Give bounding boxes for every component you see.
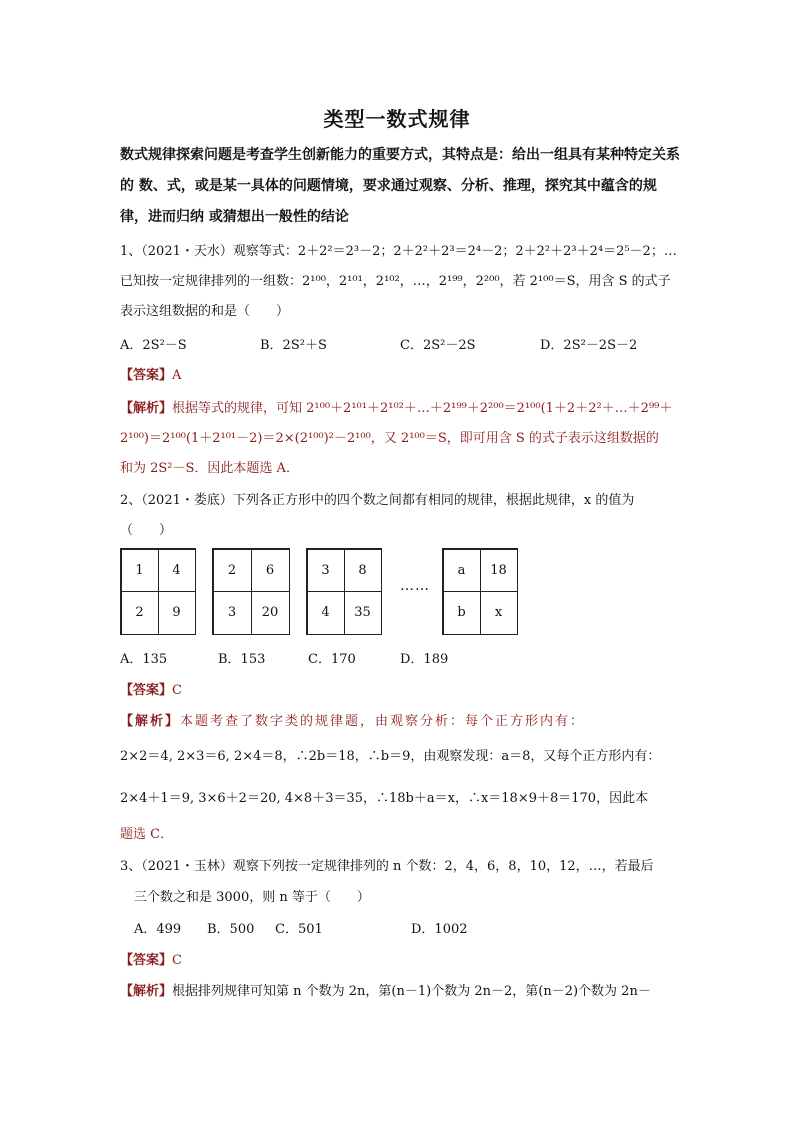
- q1-stem-line3: 表示这组数据的和是（ ）: [120, 304, 290, 319]
- square-4-cell: x: [480, 591, 518, 635]
- number-square-2: [212, 548, 290, 635]
- square-4-cell: b: [443, 591, 481, 635]
- q3-answer-tag: 【答案】: [120, 953, 173, 968]
- q1-answer: [120, 364, 181, 383]
- q2-analysis-text1: 本题考查了数字类的规律题，由观察分析：每个正方形内有：: [180, 714, 586, 729]
- ellipsis-dots: ……: [400, 578, 430, 594]
- number-square-4: [442, 548, 518, 635]
- q2-analysis-line1: [120, 710, 585, 729]
- q3-answer: [120, 949, 182, 968]
- page-title: 类型一数式规律: [323, 107, 471, 131]
- q1-stem-line1: 1、（2021・天水）观察等式：2＋2²＝2³－2；2＋2²＋2³＝2⁴－2；2＋2²＋2³＋2⁴＝2⁵－2；…: [120, 244, 677, 259]
- q2-option-d: D．189: [400, 652, 449, 667]
- q2-analysis-line2: 2×2＝4, 2×3＝6, 2×4＝8，∴2b＝18，∴b＝9，由观察发现：a＝8，又每个正方形内有：: [120, 749, 661, 764]
- q1-options: [120, 334, 637, 353]
- q1-analysis-tag: 【解析】: [120, 401, 173, 416]
- intro-paragraph: 数式规律探索问题是考查学生创新能力的重要方式，其特点是：给出一组具有某种特定关系的 数、式，或是某一具体的问题情境，要求通过观察、分析、推理，探究其中蕴含的规律，进而归纳 或猜想出一般性的结论: [120, 147, 680, 225]
- q3-analysis-line1: [120, 980, 651, 999]
- square-1-cell: 9: [158, 591, 196, 635]
- square-3-cell: 8: [344, 549, 382, 593]
- q2-answer-tag: 【答案】: [120, 683, 173, 698]
- number-square-1: [120, 548, 196, 635]
- square-1-cell: 2: [121, 591, 159, 635]
- square-1-cell: 1: [121, 549, 159, 593]
- square-3-cell: 35: [344, 591, 382, 635]
- square-4-cell: a: [443, 549, 481, 593]
- q1-option-c: C．2S²－2S: [400, 338, 476, 353]
- q2-answer: [120, 679, 182, 698]
- q3-option-d: D．1002: [411, 922, 468, 937]
- q2-option-c: C．170: [308, 652, 356, 667]
- q1-answer-tag: 【答案】: [120, 368, 173, 383]
- q3-analysis-tag: 【解析】: [120, 984, 173, 999]
- q1-analysis-text1: 根据等式的规律，可知 2¹⁰⁰＋2¹⁰¹＋2¹⁰²＋…＋2¹⁹⁹＋2²⁰⁰＝2¹⁰⁰(1＋2＋2²＋…＋2⁹⁹＋: [172, 401, 673, 416]
- square-3-cell: 4: [307, 591, 345, 635]
- number-square-3: [306, 548, 382, 635]
- q1-analysis-line1: [120, 397, 672, 416]
- square-2-cell: 20: [251, 591, 290, 635]
- q3-option-b: B．500: [207, 922, 255, 937]
- q2-stem-line1: 2、（2021・娄底）下列各正方形中的四个数之间都有相同的规律，根据此规律，x 的值为: [120, 493, 635, 508]
- q2-answer-value: C: [172, 683, 182, 698]
- q1-stem-line2: 已知按一定规律排列的一组数：2¹⁰⁰，2¹⁰¹，2¹⁰²，…，2¹⁹⁹，2²⁰⁰，若 2¹⁰⁰＝S，用含 S 的式子: [120, 274, 671, 289]
- q1-analysis-line2: 2¹⁰⁰)＝2¹⁰⁰(1＋2¹⁰¹－2)＝2×(2¹⁰⁰)²－2¹⁰⁰，又 2¹⁰⁰＝S，即可用含 S 的式子表示这组数据的: [120, 431, 659, 446]
- q3-stem-line2: 三个数之和是 3000，则 n 等于（ ）: [134, 890, 370, 905]
- q3-analysis-text1: 根据排列规律可知第 n 个数为 2n，第(n－1)个数为 2n－2，第(n－2)个数为 2n－: [172, 984, 651, 999]
- q1-analysis-line3: 和为 2S²－S．因此本题选 A．: [120, 461, 299, 476]
- q2-option-b: B．153: [218, 652, 266, 667]
- square-2-cell: 2: [213, 549, 252, 593]
- q2-analysis-tag: 【解析】: [120, 714, 181, 729]
- square-4-cell: 18: [480, 549, 518, 593]
- q3-answer-value: C: [172, 953, 182, 968]
- square-3-cell: 3: [307, 549, 345, 593]
- q1-option-d: D．2S²－2S－2: [540, 338, 638, 353]
- q3-option-c: C．501: [275, 922, 323, 937]
- q1-option-a: A．2S²－S: [120, 338, 187, 353]
- q2-stem-line2: （ ）: [120, 523, 173, 538]
- q2-options: [120, 648, 448, 667]
- q2-analysis-line3: 2×4＋1＝9, 3×6＋2＝20, 4×8＋3＝35，∴18b＋a＝x，∴x＝18×9＋8＝170，因此本: [120, 791, 649, 806]
- q2-analysis-line4: 题选 C．: [120, 827, 174, 842]
- q3-stem-line1: 3、（2021・玉林）观察下列按一定规律排列的 n 个数：2，4，6，8，10，12，…，若最后: [120, 859, 654, 874]
- square-2-cell: 3: [213, 591, 252, 635]
- square-1-cell: 4: [158, 549, 196, 593]
- q1-option-b: B．2S²＋S: [260, 338, 327, 353]
- q2-option-a: A．135: [120, 652, 168, 667]
- q3-option-a: A．499: [134, 922, 182, 937]
- q3-options: [134, 918, 468, 937]
- q1-answer-value: A: [172, 368, 182, 383]
- square-2-cell: 6: [251, 549, 290, 593]
